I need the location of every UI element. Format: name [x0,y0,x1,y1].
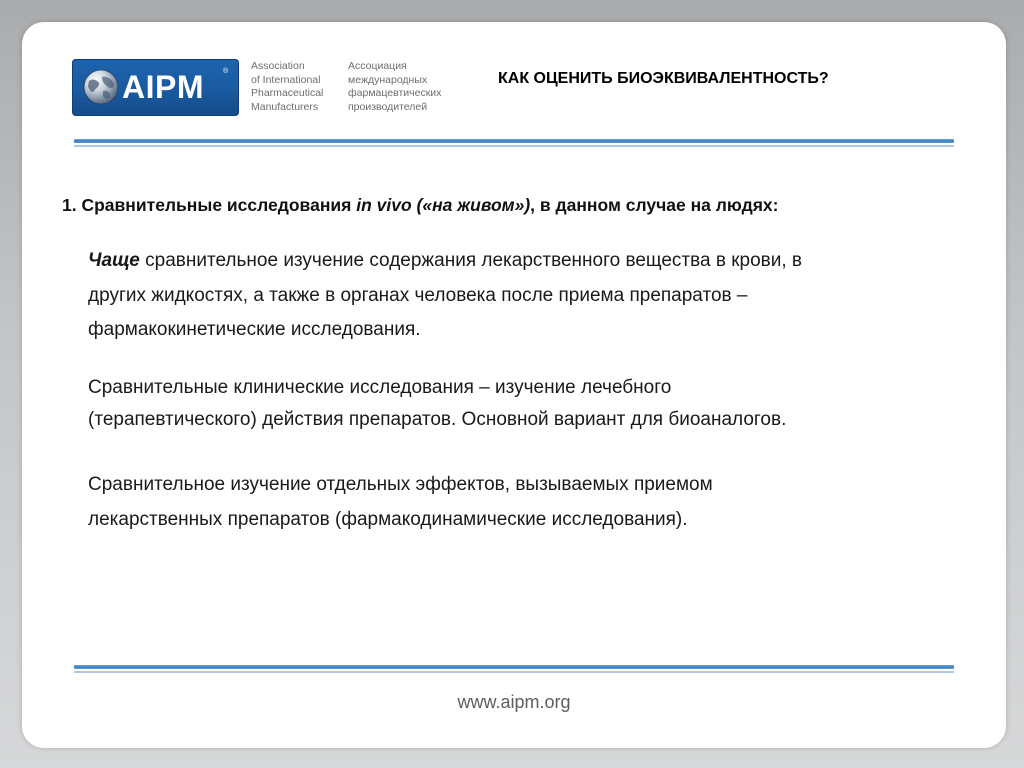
paragraph-line: других жидкостях, а также в органах человека после приема препаратов – [88,284,748,306]
divider-thin-line [74,145,954,147]
slide-card [22,22,1006,748]
globe-icon [83,69,119,105]
divider-thick-line [74,139,954,143]
paragraph-line: фармакокинетические исследования. [88,319,421,340]
divider-thin-line [74,671,954,673]
association-name-english [251,60,323,114]
paragraph-line-text: сравнительное изучение содержания лекарственного вещества в крови, в [139,250,802,271]
divider-thick-line [74,665,954,669]
paragraph-line: (терапевтического) действия препаратов. Основной вариант для биоаналогов. [88,409,787,430]
lead-emphasis: Чаще [88,250,140,271]
heading-text-end: , в данном случае на людях: [530,195,779,215]
association-line: фармацевтических [348,87,442,99]
paragraph-line: Сравнительное изучение отдельных эффектов, вызываемых приемом [88,474,713,495]
paragraph-line: лекарственных препаратов (фармакодинамические исследования). [88,509,688,530]
paragraph-line [88,244,968,279]
bottom-divider [74,665,954,673]
aipm-logo [72,59,239,116]
association-line: международных [348,73,428,86]
footer-website-url: www.aipm.org [457,692,571,712]
paragraph-line: Сравнительные клинические исследования – изучение лечебного [88,377,672,398]
heading-text: Сравнительные исследования [81,195,357,215]
logo-brand-text: AIPM [122,69,204,105]
heading-number: 1. [62,195,77,215]
association-line: of International [251,73,321,86]
paragraph-pharmacodynamic [88,467,968,537]
top-divider [74,139,954,147]
association-line: производителей [348,100,428,113]
association-line: Ассоциация [348,60,407,72]
slide-title: КАК ОЦЕНИТЬ БИОЭКВИВАЛЕНТНОСТЬ? [498,70,829,87]
association-line: Pharmaceutical [251,87,324,99]
association-line: Manufacturers [251,100,319,113]
heading-italic-term: in vivo («на живом») [356,195,531,215]
association-name-russian [348,60,441,114]
paragraph-pharmacokinetic [88,244,968,348]
section-heading [62,195,778,216]
association-line: Association [251,60,305,72]
registered-mark: ® [223,68,229,75]
paragraph-clinical [88,372,968,436]
